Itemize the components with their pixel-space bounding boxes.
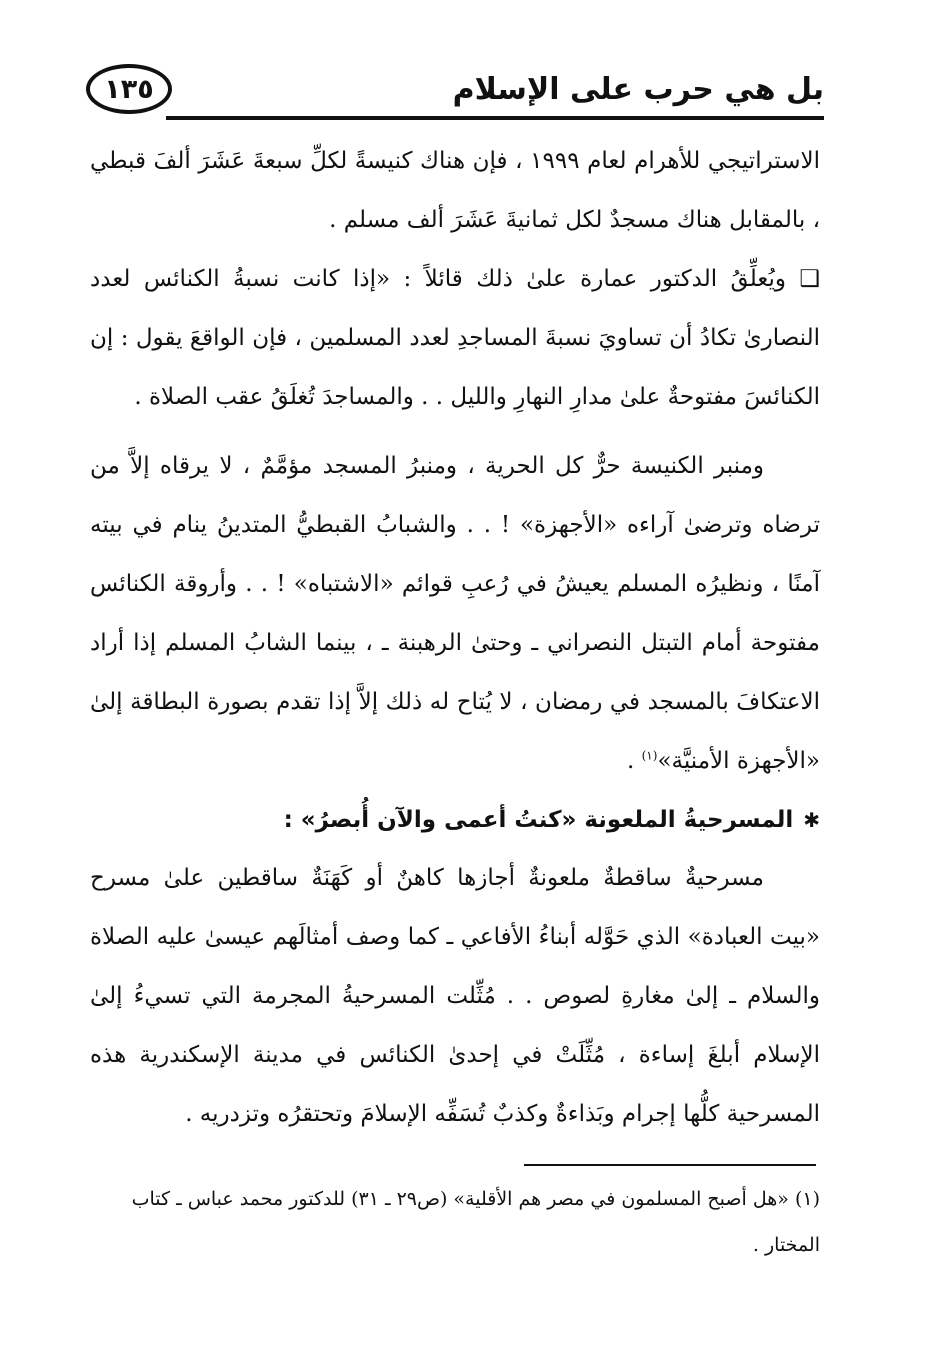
page-number-badge: [86, 64, 172, 114]
running-title: بل هي حرب على الإسلام: [452, 72, 824, 107]
asterisk-icon: ✱: [803, 808, 820, 832]
header-rule: [166, 116, 824, 120]
page-body: [90, 132, 820, 1144]
section-heading-text: المسرحيةُ الملعونة «كنتُ أعمى والآن أُبصرُ» :: [283, 807, 794, 833]
page-header: [86, 62, 824, 120]
page-number: ١٣٥: [104, 73, 154, 105]
section-heading: [90, 791, 820, 849]
paragraph-pulpit-end: .: [626, 748, 642, 774]
footnote: (١) «هل أصبح المسلمون في مصر هم الأقلية» (ص٢٩ ـ ٣١) للدكتور محمد عباس ـ كتاب المختار .: [131, 1188, 820, 1256]
paragraph-imara-quote: ❑ ويُعلِّقُ الدكتور عمارة علىٰ ذلك قائلاً : «إذا كانت نسبةُ الكنائس لعدد النصارىٰ تكادُ أن تساويَ نسبةَ المساجدِ لعدد المسلمين ، فإن الواقعَ يقول : إن الكنائسَ مفتوحةٌ علىٰ مدارِ النهارِ والليل . . والمساجدَ تُغلَقُ عقب الصلاة .: [90, 266, 820, 410]
paragraph-pulpit: [90, 437, 820, 791]
paragraph-statistics: الاستراتيجي للأهرام لعام ١٩٩٩ ، فإن هناك كنيسةً لكلِّ سبعةَ عَشَرَ ألفَ قبطي ، بالمقابل هناك مسجدٌ لكل ثمانيةَ عَشَرَ ألف مسلم .: [90, 148, 820, 233]
paragraph-play: مسرحيةٌ ساقطةٌ ملعونةٌ أجازها كاهنٌ أو كَهَنَةٌ ساقطين علىٰ مسرح «بيت العبادة» الذي حَوَّله أبناءُ الأفاعي ـ كما وصف أمثالَهم عيسىٰ عليه الصلاة والسلام ـ إلىٰ مغارةِ لصوص . . مُثِّلت المسرحيةُ المجرمة التي تسيءُ إلىٰ الإسلام أبلغَ إساءة ، مُثِّلَتْ في إحدىٰ الكنائس في مدينة الإسكندرية هذه المسرحية كلُّها إجرام وبَذاءةٌ وكذبٌ تُسَفِّه الإسلامَ وتحتقرُه وتزدريه .: [90, 865, 820, 1127]
footnote-reference[interactable]: (١): [641, 748, 658, 763]
paragraph-pulpit-text: ومنبر الكنيسة حرٌّ كل الحرية ، ومنبرُ المسجد مؤمَّمٌ ، لا يرقاه إلاَّ من ترضاه وترضىٰ آراءه «الأجهزة» ! . . والشبابُ القبطيُّ المتدينُ ينام في بيته آمنًا ، ونظيرُه المسلم يعيشُ في رُعبِ قوائم «الاشتباه» ! . . وأروقة الكنائس مفتوحة أمام التبتل النصراني ـ وحتىٰ الرهبنة ـ ، بينما الشابُ المسلم إذا أراد الاعتكافَ بالمسجد في رمضان ، لا يُتاح له ذلك إلاَّ إذا تقدم بصورة البطاقة إلىٰ «الأجهزة الأمنيَّة»: [90, 453, 820, 774]
footnote-divider: [524, 1164, 816, 1166]
